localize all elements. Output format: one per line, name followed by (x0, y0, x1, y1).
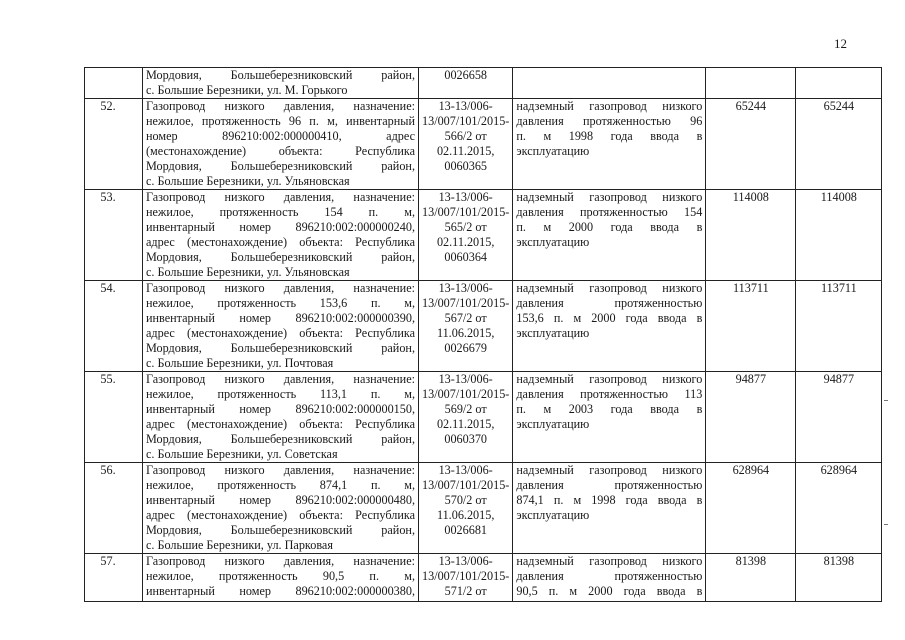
desc-line: Газопровод низкого давления, назначение: (146, 554, 415, 568)
desc-line: инвентарный номер 896210:002:000000390, (146, 311, 415, 325)
object-characteristics (513, 281, 706, 372)
object-description (143, 68, 419, 99)
reg-line: 13/007/101/2015- (422, 296, 510, 310)
table-row (85, 68, 882, 99)
reg-line: 02.11.2015, (436, 144, 495, 158)
object-characteristics (513, 99, 706, 190)
object-description (143, 281, 419, 372)
char-line: надземный газопровод низкого (516, 190, 703, 204)
object-characteristics (513, 68, 706, 99)
char-line: эксплуатацию (516, 144, 590, 158)
desc-line: Мордовия, Большеберезниковский район, (146, 68, 415, 82)
char-line: давления протяженностью (516, 296, 703, 310)
reg-line: 11.06.2015, (436, 326, 495, 340)
reg-line: 571/2 от (444, 584, 487, 598)
reg-line: 13/007/101/2015- (422, 114, 510, 128)
char-line: п. м 1998 года ввода в (516, 129, 703, 143)
reg-line: 567/2 от (444, 311, 487, 325)
scan-mark (884, 400, 888, 401)
desc-line: с. Большие Березники, ул. Ульяновская (146, 174, 350, 188)
table-row (85, 190, 882, 281)
char-line: 90,5 п. м 2000 года ввода в (516, 584, 703, 598)
value-cell: 94877 (706, 372, 796, 463)
object-characteristics (513, 190, 706, 281)
reg-line: 13-13/006- (438, 281, 493, 295)
table-row (85, 99, 882, 190)
object-description (143, 463, 419, 554)
registration-record (419, 68, 513, 99)
desc-line: инвентарный номер 896210:002:000000480, (146, 493, 415, 507)
value-cell: 114008 (796, 190, 882, 281)
reg-line: 569/2 от (444, 402, 487, 416)
object-description (143, 372, 419, 463)
desc-line: Газопровод низкого давления, назначение: (146, 99, 415, 113)
desc-line: Мордовия, Большеберезниковский район, (146, 523, 415, 537)
desc-line: нежилое, протяженность 153,6 п. м, (146, 296, 415, 310)
value-cell: 81398 (706, 554, 796, 602)
reg-line: 13/007/101/2015- (422, 569, 510, 583)
desc-line: нежилое, протяженность 90,5 п. м, (146, 569, 415, 583)
char-line: эксплуатацию (516, 326, 590, 340)
reg-line: 570/2 от (444, 493, 487, 507)
reg-line: 0060365 (444, 159, 487, 173)
reg-line: 02.11.2015, (436, 235, 495, 249)
desc-line: Мордовия, Большеберезниковский район, (146, 159, 415, 173)
row-number: 54. (85, 281, 143, 372)
desc-line: с. Большие Березники, ул. Ульяновская (146, 265, 350, 279)
desc-line: инвентарный номер 896210:002:000000240, (146, 220, 415, 234)
object-characteristics (513, 463, 706, 554)
char-line: эксплуатацию (516, 508, 590, 522)
value-cell: 94877 (796, 372, 882, 463)
char-line: надземный газопровод низкого (516, 99, 703, 113)
reg-line: 02.11.2015, (436, 417, 495, 431)
registration-record (419, 554, 513, 602)
value-cell: 65244 (706, 99, 796, 190)
object-characteristics (513, 554, 706, 602)
desc-line: Газопровод низкого давления, назначение: (146, 190, 415, 204)
char-line: п. м 2000 года ввода в (516, 220, 703, 234)
reg-line: 0026679 (444, 341, 487, 355)
desc-line: с. Большие Березники, ул. Парковая (146, 538, 333, 552)
reg-line: 0060364 (444, 250, 487, 264)
desc-line: нежилое, протяженность 96 п. м, инвентарный (146, 114, 415, 128)
reg-line: 13/007/101/2015- (422, 387, 510, 401)
row-number: 56. (85, 463, 143, 554)
registration-record (419, 99, 513, 190)
char-line: надземный газопровод низкого (516, 554, 703, 568)
row-number: 55. (85, 372, 143, 463)
reg-line: 565/2 от (444, 220, 487, 234)
object-description (143, 190, 419, 281)
value-cell: 628964 (706, 463, 796, 554)
char-line: надземный газопровод низкого (516, 281, 703, 295)
object-description (143, 554, 419, 602)
reg-line: 566/2 от (444, 129, 487, 143)
reg-line: 0026681 (444, 523, 487, 537)
desc-line: Мордовия, Большеберезниковский район, (146, 341, 415, 355)
registration-record (419, 463, 513, 554)
desc-line: с. Большие Березники, ул. Советская (146, 447, 338, 461)
desc-line: Мордовия, Большеберезниковский район, (146, 432, 415, 446)
value-cell (706, 68, 796, 99)
desc-line: Мордовия, Большеберезниковский район, (146, 250, 415, 264)
reg-line: 0060370 (444, 432, 487, 446)
desc-line: нежилое, протяженность 874,1 п. м, (146, 478, 415, 492)
registration-record (419, 372, 513, 463)
value-cell: 65244 (796, 99, 882, 190)
char-line: давления протяженностью 113 (516, 387, 703, 401)
desc-line: нежилое, протяженность 154 п. м, (146, 205, 415, 219)
row-number (85, 68, 143, 99)
value-cell: 113711 (796, 281, 882, 372)
reg-line: 0026658 (444, 68, 487, 82)
desc-line: Газопровод низкого давления, назначение: (146, 463, 415, 477)
desc-line: адрес (местонахождение) объекта: Республика (146, 235, 415, 249)
char-line: давления протяженностью 154 (516, 205, 703, 219)
page-number: 12 (834, 36, 847, 51)
desc-line: номер 896210:002:000000410, адрес (146, 129, 415, 143)
reg-line: 13/007/101/2015- (422, 478, 510, 492)
registration-record (419, 190, 513, 281)
char-line: давления протяженностью (516, 569, 703, 583)
table-row (85, 281, 882, 372)
reg-line: 13-13/006- (438, 190, 493, 204)
reg-line: 13-13/006- (438, 372, 493, 386)
desc-line: Газопровод низкого давления, назначение: (146, 372, 415, 386)
row-number: 57. (85, 554, 143, 602)
desc-line: (местонахождение) объекта: Республика (146, 144, 415, 158)
char-line: давления протяженностью 96 (516, 114, 703, 128)
desc-line: инвентарный номер 896210:002:000000150, (146, 402, 415, 416)
char-line: надземный газопровод низкого (516, 372, 703, 386)
reg-line: 13-13/006- (438, 99, 493, 113)
char-line: 153,6 п. м 2000 года ввода в (516, 311, 703, 325)
char-line: эксплуатацию (516, 235, 590, 249)
table-row (85, 463, 882, 554)
value-cell: 81398 (796, 554, 882, 602)
reg-line: 13-13/006- (438, 463, 493, 477)
desc-line: с. Большие Березники, ул. М. Горького (146, 83, 348, 97)
reg-line: 13/007/101/2015- (422, 205, 510, 219)
assets-table (84, 67, 882, 602)
row-number: 53. (85, 190, 143, 281)
char-line: давления протяженностью (516, 478, 703, 492)
object-characteristics (513, 372, 706, 463)
char-line: 874,1 п. м 1998 года ввода в (516, 493, 703, 507)
value-cell (796, 68, 882, 99)
scan-mark (884, 524, 888, 525)
char-line: п. м 2003 года ввода в (516, 402, 703, 416)
desc-line: нежилое, протяженность 113,1 п. м, (146, 387, 415, 401)
value-cell: 113711 (706, 281, 796, 372)
reg-line: 11.06.2015, (436, 508, 495, 522)
desc-line: адрес (местонахождение) объекта: Республика (146, 417, 415, 431)
table-row (85, 554, 882, 602)
object-description (143, 99, 419, 190)
desc-line: Газопровод низкого давления, назначение: (146, 281, 415, 295)
char-line: надземный газопровод низкого (516, 463, 703, 477)
desc-line: адрес (местонахождение) объекта: Республика (146, 508, 415, 522)
row-number: 52. (85, 99, 143, 190)
registration-record (419, 281, 513, 372)
desc-line: инвентарный номер 896210:002:000000380, (146, 584, 415, 598)
reg-line: 13-13/006- (438, 554, 493, 568)
value-cell: 628964 (796, 463, 882, 554)
value-cell: 114008 (706, 190, 796, 281)
table-row (85, 372, 882, 463)
desc-line: адрес (местонахождение) объекта: Республика (146, 326, 415, 340)
char-line: эксплуатацию (516, 417, 590, 431)
desc-line: с. Большие Березники, ул. Почтовая (146, 356, 334, 370)
